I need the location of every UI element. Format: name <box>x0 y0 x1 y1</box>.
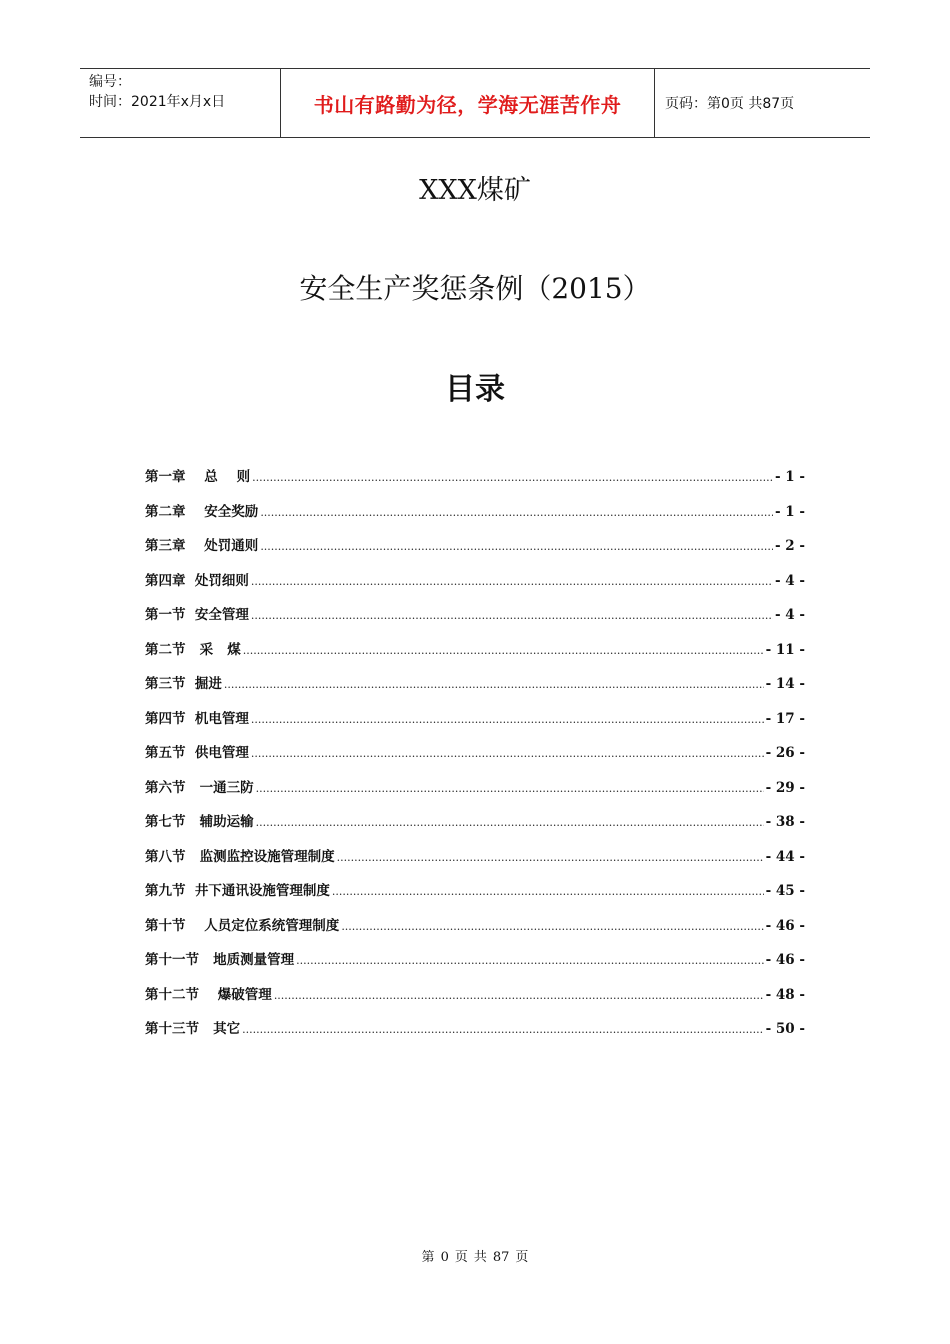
toc-leader-dots <box>260 538 773 554</box>
mine-title: XXX煤矿 <box>419 175 531 206</box>
toc-entry-label: 第八节 监测监控设施管理制度 <box>145 848 335 865</box>
toc-entry-label: 第三节 掘进 <box>145 676 222 692</box>
toc-entry-page: - 14 - <box>765 676 805 692</box>
toc-entry-label: 第九节 井下通讯设施管理制度 <box>145 883 330 899</box>
header-slogan: 书山有路勤为径，学海无涯苦作舟 <box>281 69 655 137</box>
toc-leader-dots <box>256 814 764 830</box>
toc-entry[interactable] <box>145 1017 805 1052</box>
toc-entry-page: - 4 - <box>775 572 805 589</box>
toc-leader-dots <box>251 745 764 761</box>
toc-entry-label: 第一节 安全管理 <box>145 607 249 623</box>
toc-entry-page: - 38 - <box>765 814 805 830</box>
toc-entry[interactable] <box>145 776 805 811</box>
toc-entry-page: - 1 - <box>775 503 805 520</box>
toc-leader-dots <box>251 607 773 623</box>
toc-entry-label: 第一章 总 则 <box>145 469 251 485</box>
toc-entry-label: 第十二节 爆破管理 <box>145 986 272 1003</box>
toc-leader-dots <box>251 711 764 727</box>
header-meta <box>80 69 281 137</box>
toc-leader-dots <box>256 780 764 796</box>
toc-leader-dots <box>224 676 764 692</box>
toc-leader-dots <box>332 883 764 899</box>
toc-entry-page: - 1 - <box>775 469 805 485</box>
toc-entry[interactable] <box>145 914 805 949</box>
footer-text: 页 <box>515 1250 529 1265</box>
toc-entry[interactable] <box>145 845 805 880</box>
toc-leader-dots <box>296 952 763 968</box>
toc-entry-page: - 26 - <box>765 745 805 761</box>
toc-entry-label: 第二节 采 煤 <box>145 641 241 658</box>
toc-entry-page: - 2 - <box>775 538 805 554</box>
toc-entry-label: 第四节 机电管理 <box>145 710 249 727</box>
toc-entry[interactable] <box>145 810 805 845</box>
toc-entry[interactable] <box>145 638 805 673</box>
table-of-contents <box>145 465 805 1052</box>
toc-entry-page: - 29 - <box>765 779 805 796</box>
toc-entry-page: - 46 - <box>765 917 805 934</box>
toc-entry-label: 第三章 处罚通则 <box>145 538 259 554</box>
toc-entry-label: 第二章 安全奖励 <box>145 503 259 520</box>
toc-entry[interactable] <box>145 879 805 914</box>
toc-leader-dots <box>243 642 764 658</box>
toc-leader-dots <box>252 469 773 485</box>
toc-entry-label: 第七节 辅助运输 <box>145 814 254 830</box>
toc-leader-dots <box>260 504 773 520</box>
toc-entry-label: 第六节 一通三防 <box>145 779 254 796</box>
toc-entry-label: 第五节 供电管理 <box>145 745 249 761</box>
toc-entry[interactable] <box>145 500 805 535</box>
toc-entry[interactable] <box>145 603 805 638</box>
toc-entry-label: 第四章 处罚细则 <box>145 572 249 589</box>
toc-entry[interactable] <box>145 465 805 500</box>
toc-entry-page: - 48 - <box>765 986 805 1003</box>
toc-entry[interactable] <box>145 707 805 742</box>
toc-entry-page: - 4 - <box>775 607 805 623</box>
toc-entry-page: - 46 - <box>765 952 805 968</box>
header-page-info: 页码：第0页 共87页 <box>665 96 795 112</box>
toc-entry[interactable] <box>145 672 805 707</box>
toc-entry[interactable] <box>145 948 805 983</box>
toc-entry-label: 第十节 人员定位系统管理制度 <box>145 917 340 934</box>
toc-leader-dots <box>242 1021 763 1037</box>
toc-entry-page: - 11 - <box>765 641 805 658</box>
toc-leader-dots <box>337 849 764 865</box>
header-number-label: 编号： <box>89 74 131 90</box>
page-footer <box>0 1246 950 1265</box>
toc-leader-dots <box>341 918 763 934</box>
toc-entry-page: - 44 - <box>765 848 805 865</box>
regulation-title: 安全生产奖惩条例（2015） <box>299 272 651 305</box>
toc-entry[interactable] <box>145 983 805 1018</box>
footer-text: 第 <box>421 1250 435 1265</box>
header-time-label: 时间：2021年x月x日 <box>89 94 226 110</box>
toc-entry-page: - 45 - <box>765 883 805 899</box>
footer-text: 共 <box>473 1250 487 1265</box>
toc-heading: 目录 <box>445 372 505 407</box>
footer-current-page: 0 <box>440 1250 449 1265</box>
footer-total-pages: 87 <box>492 1250 510 1265</box>
toc-entry[interactable] <box>145 534 805 569</box>
toc-entry-page: - 17 - <box>765 710 805 727</box>
page-header <box>80 68 870 138</box>
toc-entry-page: - 50 - <box>765 1021 805 1037</box>
toc-leader-dots <box>274 987 764 1003</box>
toc-entry-label: 第十三节 其它 <box>145 1021 241 1037</box>
toc-leader-dots <box>251 573 773 589</box>
toc-entry-label: 第十一节 地质测量管理 <box>145 952 295 968</box>
footer-text: 页 <box>454 1250 468 1265</box>
toc-entry[interactable] <box>145 741 805 776</box>
toc-entry[interactable] <box>145 569 805 604</box>
